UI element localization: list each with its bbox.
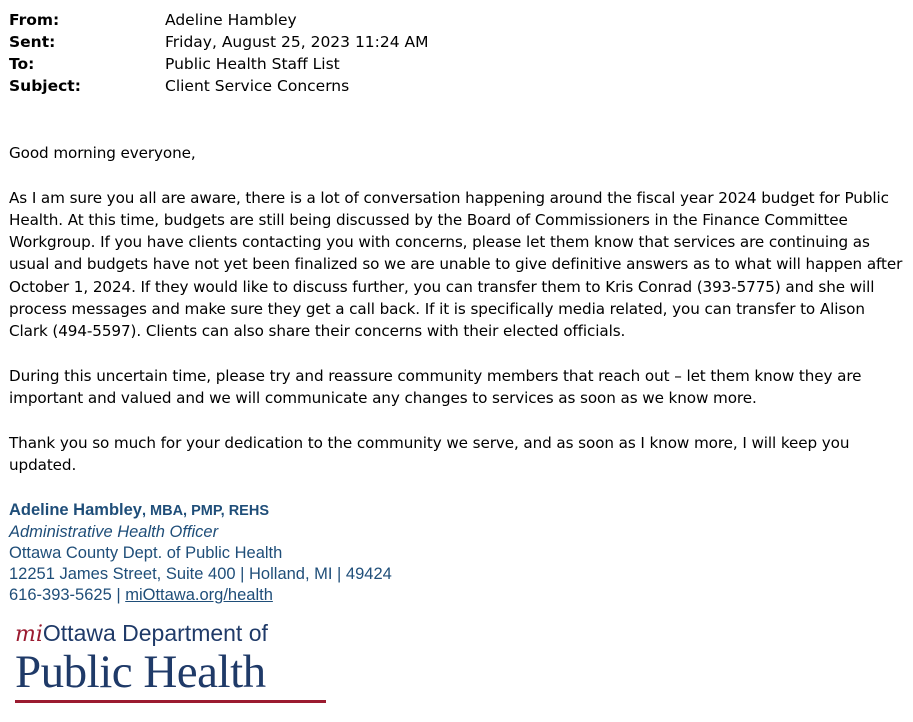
email-signature	[9, 500, 609, 606]
sent-label: Sent:	[9, 33, 56, 51]
subject-row	[9, 75, 709, 97]
greeting: Good morning everyone,	[9, 144, 196, 162]
subject-value: Client Service Concerns	[165, 77, 350, 95]
sent-value: Friday, August 25, 2023 11:24 AM	[165, 33, 429, 51]
signature-credentials: , MBA, PMP, REHS	[141, 503, 269, 519]
body-paragraph-1: As I am sure you all are aware, there is a lot of conversation happening around the fiscal year 2024 budget for Public Health. At this time, budgets are still being discussed by the Board of Commissioners in the Finance Committee Workgroup. If you have clients contacting you with concerns, please let them know that services are continuing as usual and budgets have not yet been finalized so we are unable to give definitive answers as to what will happen after October 1, 2024. If they would like to discuss further, you can transfer them to Kris Conrad (393-5775) and she will process messages and make sure they get a call back. If it is specifically media related, you can transfer to Alison Clark (494-5597). Clients can also share their concerns with their elected officials.	[9, 188, 903, 341]
to-value: Public Health Staff List	[165, 55, 340, 73]
logo-underline	[15, 700, 326, 703]
logo-mi: mi	[15, 622, 43, 647]
body-paragraph-3: Thank you so much for your dedication to the community we serve, and as soon as I know more, I will keep you updated.	[9, 433, 850, 475]
signature-department: Ottawa County Dept. of Public Health	[9, 544, 283, 562]
department-logo	[15, 618, 335, 708]
signature-contact-line	[9, 585, 609, 606]
signature-name: Adeline Hambley	[9, 501, 142, 519]
email-header	[9, 9, 709, 97]
from-label: From:	[9, 11, 60, 29]
from-value: Adeline Hambley	[165, 11, 297, 29]
signature-name-line	[9, 500, 609, 522]
from-row	[9, 9, 709, 31]
sent-row	[9, 31, 709, 53]
signature-title: Administrative Health Officer	[9, 523, 219, 541]
body-paragraph-2: During this uncertain time, please try and reassure community members that reach out – let them know they are important and valued and we will communicate any changes to services as soon as we know more.	[9, 366, 862, 408]
to-row	[9, 53, 709, 75]
to-label: To:	[9, 55, 35, 73]
email-body	[9, 142, 904, 499]
signature-address: 12251 James Street, Suite 400 | Holland, MI | 49424	[9, 565, 392, 583]
signature-phone: 616-393-5625 |	[9, 586, 126, 604]
subject-label: Subject:	[9, 77, 81, 95]
logo-ottawa-department: Ottawa Department of	[42, 620, 268, 646]
signature-website-link[interactable]: miOttawa.org/health	[125, 586, 273, 604]
logo-public-health: Public Health	[15, 646, 266, 698]
